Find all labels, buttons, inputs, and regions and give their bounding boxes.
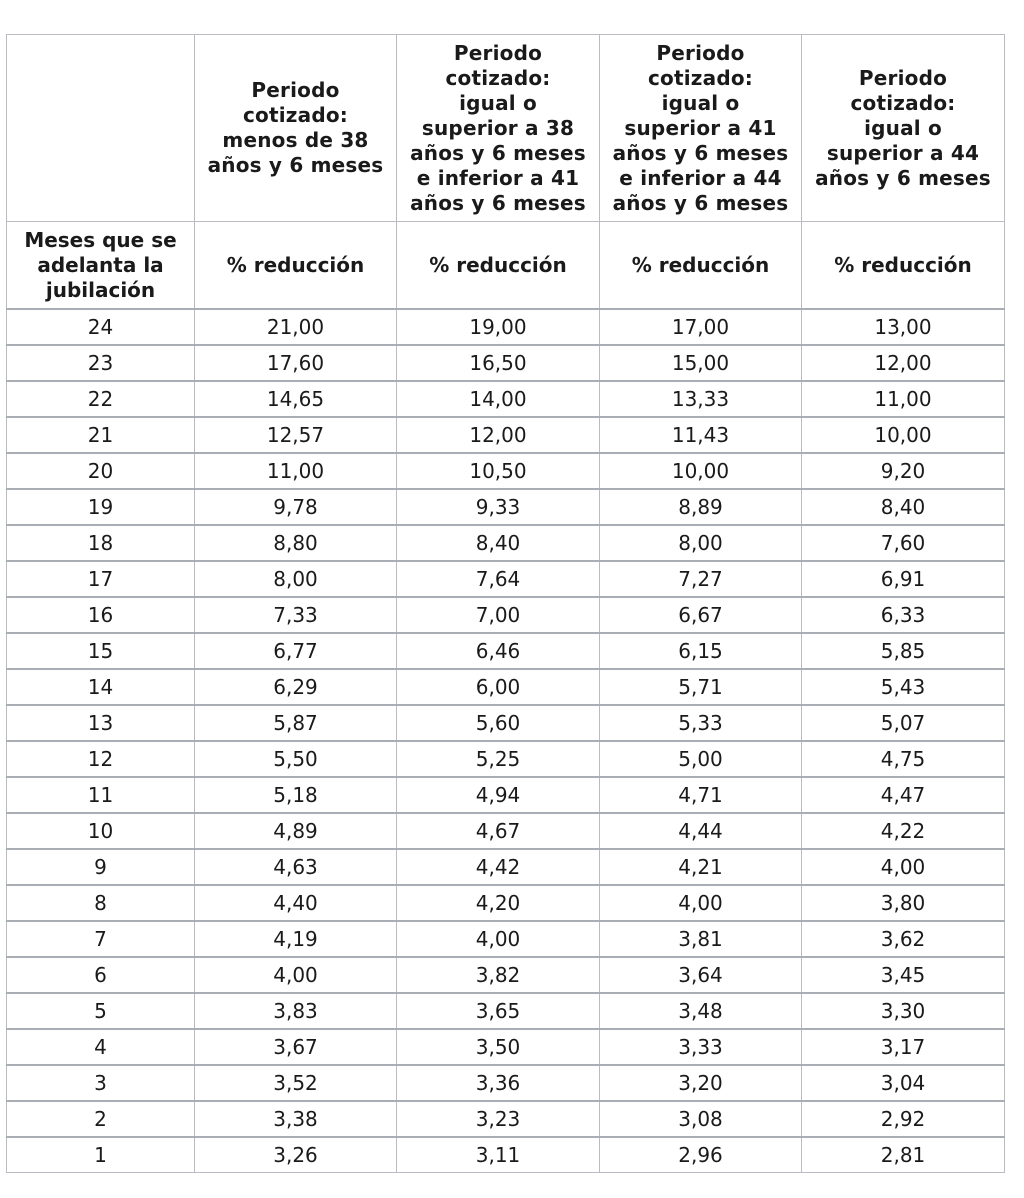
months-cell: 13 (7, 705, 195, 741)
reduction-value-cell: 4,42 (397, 849, 600, 885)
reduction-value-cell: 2,81 (802, 1137, 1005, 1173)
reduction-value-cell: 7,27 (600, 561, 802, 597)
reduction-value-cell: 8,80 (195, 525, 397, 561)
months-cell: 22 (7, 381, 195, 417)
table-header-row (7, 35, 1005, 222)
subheader-months-advanced (7, 222, 195, 310)
reduction-value-cell: 6,77 (195, 633, 397, 669)
reduction-value-cell: 3,80 (802, 885, 1005, 921)
reduction-value-cell: 8,00 (600, 525, 802, 561)
months-cell: 16 (7, 597, 195, 633)
reduction-value-cell: 8,89 (600, 489, 802, 525)
reduction-value-cell: 9,33 (397, 489, 600, 525)
reduction-value-cell: 3,26 (195, 1137, 397, 1173)
table-row (7, 381, 1005, 417)
table-row (7, 1137, 1005, 1173)
table-row (7, 633, 1005, 669)
reduction-value-cell: 6,46 (397, 633, 600, 669)
subheader-reduction (397, 222, 600, 310)
reduction-value-cell: 3,30 (802, 993, 1005, 1029)
reduction-value-cell: 5,71 (600, 669, 802, 705)
table-row (7, 417, 1005, 453)
reduction-value-cell: 4,40 (195, 885, 397, 921)
reduction-value-cell: 5,85 (802, 633, 1005, 669)
reduction-value-cell: 4,89 (195, 813, 397, 849)
reduction-value-cell: 3,50 (397, 1029, 600, 1065)
reduction-value-cell: 4,00 (397, 921, 600, 957)
reduction-value-cell: 11,00 (195, 453, 397, 489)
reduction-value-cell: 5,07 (802, 705, 1005, 741)
table-row (7, 993, 1005, 1029)
reduction-value-cell: 7,60 (802, 525, 1005, 561)
reduction-value-cell: 6,67 (600, 597, 802, 633)
table-row (7, 669, 1005, 705)
reduction-value-cell: 17,60 (195, 345, 397, 381)
subheader-label: % reducción (429, 252, 567, 277)
table-row (7, 1065, 1005, 1101)
reduction-value-cell: 3,38 (195, 1101, 397, 1137)
table-row (7, 597, 1005, 633)
reduction-value-cell: 3,23 (397, 1101, 600, 1137)
reduction-value-cell: 3,45 (802, 957, 1005, 993)
reduction-value-cell: 4,19 (195, 921, 397, 957)
months-cell: 24 (7, 309, 195, 345)
reduction-table (6, 34, 1005, 1173)
table-row (7, 309, 1005, 345)
reduction-value-cell: 3,48 (600, 993, 802, 1029)
months-cell: 10 (7, 813, 195, 849)
reduction-value-cell: 12,00 (802, 345, 1005, 381)
table-row (7, 885, 1005, 921)
table-row (7, 705, 1005, 741)
reduction-value-cell: 8,00 (195, 561, 397, 597)
header-cell-empty (7, 35, 195, 222)
reduction-value-cell: 4,21 (600, 849, 802, 885)
subheader-label: % reducción (226, 252, 365, 277)
subheader-reduction (600, 222, 802, 310)
months-cell: 19 (7, 489, 195, 525)
months-cell: 4 (7, 1029, 195, 1065)
reduction-value-cell: 6,15 (600, 633, 802, 669)
reduction-value-cell: 19,00 (397, 309, 600, 345)
table-row (7, 921, 1005, 957)
months-cell: 12 (7, 741, 195, 777)
reduction-value-cell: 7,64 (397, 561, 600, 597)
reduction-value-cell: 8,40 (397, 525, 600, 561)
months-cell: 2 (7, 1101, 195, 1137)
header-label: Periodo cotizado: menos de 38 años y 6 meses (207, 78, 384, 177)
reduction-value-cell: 6,00 (397, 669, 600, 705)
reduction-value-cell: 3,67 (195, 1029, 397, 1065)
months-cell: 7 (7, 921, 195, 957)
reduction-value-cell: 4,22 (802, 813, 1005, 849)
reduction-value-cell: 5,87 (195, 705, 397, 741)
reduction-value-cell: 3,08 (600, 1101, 802, 1137)
reduction-value-cell: 3,17 (802, 1029, 1005, 1065)
reduction-value-cell: 10,00 (802, 417, 1005, 453)
reduction-value-cell: 5,00 (600, 741, 802, 777)
reduction-value-cell: 10,00 (600, 453, 802, 489)
months-cell: 9 (7, 849, 195, 885)
reduction-value-cell: 3,64 (600, 957, 802, 993)
reduction-value-cell: 3,82 (397, 957, 600, 993)
reduction-value-cell: 3,04 (802, 1065, 1005, 1101)
months-cell: 15 (7, 633, 195, 669)
subheader-label: Meses que se adelanta la jubilación (24, 227, 177, 302)
reduction-value-cell: 4,00 (802, 849, 1005, 885)
reduction-value-cell: 5,33 (600, 705, 802, 741)
header-cell-period-41-44 (600, 35, 802, 222)
reduction-value-cell: 4,20 (397, 885, 600, 921)
table-row (7, 345, 1005, 381)
reduction-value-cell: 16,50 (397, 345, 600, 381)
reduction-value-cell: 5,43 (802, 669, 1005, 705)
header-cell-period-over-44 (802, 35, 1005, 222)
table-row (7, 957, 1005, 993)
reduction-value-cell: 4,75 (802, 741, 1005, 777)
reduction-value-cell: 11,43 (600, 417, 802, 453)
subheader-reduction (802, 222, 1005, 310)
months-cell: 6 (7, 957, 195, 993)
reduction-value-cell: 6,29 (195, 669, 397, 705)
table-row (7, 1101, 1005, 1137)
months-cell: 17 (7, 561, 195, 597)
reduction-value-cell: 4,67 (397, 813, 600, 849)
months-cell: 8 (7, 885, 195, 921)
table-row (7, 489, 1005, 525)
reduction-value-cell: 21,00 (195, 309, 397, 345)
header-cell-period-under-38 (195, 35, 397, 222)
header-cell-period-38-41 (397, 35, 600, 222)
months-cell: 23 (7, 345, 195, 381)
table-row (7, 1029, 1005, 1065)
table-row (7, 813, 1005, 849)
reduction-value-cell: 3,20 (600, 1065, 802, 1101)
reduction-value-cell: 2,96 (600, 1137, 802, 1173)
reduction-value-cell: 3,62 (802, 921, 1005, 957)
reduction-value-cell: 4,44 (600, 813, 802, 849)
months-cell: 1 (7, 1137, 195, 1173)
reduction-value-cell: 9,20 (802, 453, 1005, 489)
table-row (7, 741, 1005, 777)
header-label: Periodo cotizado: igual o superior a 41 años y 6 meses e inferior a 44 años y 6 meses (612, 40, 789, 215)
reduction-value-cell: 6,33 (802, 597, 1005, 633)
table-row (7, 453, 1005, 489)
subheader-label: % reducción (631, 252, 770, 277)
reduction-value-cell: 3,36 (397, 1065, 600, 1101)
reduction-value-cell: 14,00 (397, 381, 600, 417)
reduction-value-cell: 5,60 (397, 705, 600, 741)
reduction-value-cell: 5,50 (195, 741, 397, 777)
header-label: Periodo cotizado: igual o superior a 44 años y 6 meses (815, 65, 991, 190)
months-cell: 5 (7, 993, 195, 1029)
reduction-value-cell: 7,00 (397, 597, 600, 633)
reduction-value-cell: 13,33 (600, 381, 802, 417)
reduction-value-cell: 2,92 (802, 1101, 1005, 1137)
reduction-value-cell: 7,33 (195, 597, 397, 633)
months-cell: 21 (7, 417, 195, 453)
reduction-value-cell: 4,00 (195, 957, 397, 993)
reduction-value-cell: 13,00 (802, 309, 1005, 345)
reduction-value-cell: 11,00 (802, 381, 1005, 417)
reduction-value-cell: 12,57 (195, 417, 397, 453)
reduction-value-cell: 5,18 (195, 777, 397, 813)
months-cell: 18 (7, 525, 195, 561)
subheader-label: % reducción (834, 252, 972, 277)
reduction-value-cell: 4,63 (195, 849, 397, 885)
reduction-value-cell: 17,00 (600, 309, 802, 345)
table-row (7, 525, 1005, 561)
reduction-value-cell: 12,00 (397, 417, 600, 453)
reduction-value-cell: 4,94 (397, 777, 600, 813)
table-row (7, 777, 1005, 813)
reduction-value-cell: 8,40 (802, 489, 1005, 525)
reduction-value-cell: 4,71 (600, 777, 802, 813)
reduction-value-cell: 4,47 (802, 777, 1005, 813)
table-body (7, 309, 1005, 1173)
table-row (7, 561, 1005, 597)
reduction-table-container (6, 34, 1004, 1173)
reduction-value-cell: 4,00 (600, 885, 802, 921)
reduction-value-cell: 5,25 (397, 741, 600, 777)
reduction-value-cell: 3,52 (195, 1065, 397, 1101)
reduction-value-cell: 3,65 (397, 993, 600, 1029)
table-row (7, 849, 1005, 885)
reduction-value-cell: 14,65 (195, 381, 397, 417)
reduction-value-cell: 6,91 (802, 561, 1005, 597)
table-subheader-row (7, 222, 1005, 310)
reduction-value-cell: 3,81 (600, 921, 802, 957)
months-cell: 11 (7, 777, 195, 813)
subheader-reduction (195, 222, 397, 310)
reduction-value-cell: 10,50 (397, 453, 600, 489)
reduction-value-cell: 15,00 (600, 345, 802, 381)
months-cell: 20 (7, 453, 195, 489)
reduction-value-cell: 3,83 (195, 993, 397, 1029)
reduction-value-cell: 3,11 (397, 1137, 600, 1173)
reduction-value-cell: 3,33 (600, 1029, 802, 1065)
header-label: Periodo cotizado: igual o superior a 38 años y 6 meses e inferior a 41 años y 6 meses (410, 40, 586, 215)
months-cell: 14 (7, 669, 195, 705)
reduction-value-cell: 9,78 (195, 489, 397, 525)
months-cell: 3 (7, 1065, 195, 1101)
